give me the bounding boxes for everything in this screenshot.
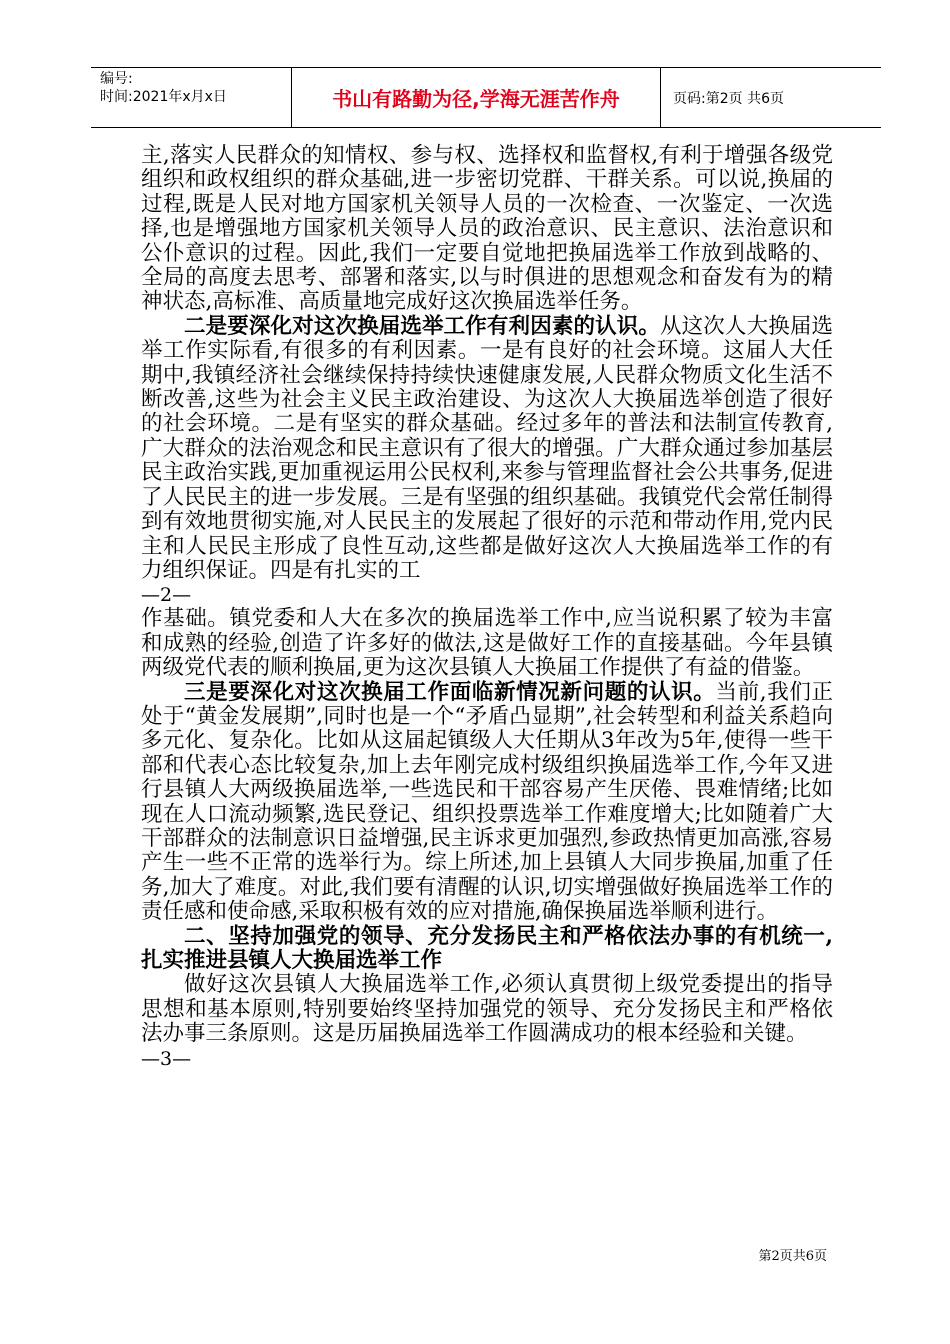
- page-number-mark-3: —3—: [141, 1047, 192, 1070]
- paragraph-4: [141, 681, 833, 925]
- page-number-mark-2: —2—: [141, 584, 192, 607]
- page-header: [91, 67, 881, 128]
- paragraph-4-heading: 三是要深化对这次换届工作面临新情况新问题的认识。: [184, 679, 716, 705]
- paragraph-2: [141, 315, 833, 583]
- document-body: [141, 144, 833, 1071]
- paragraph-4-text: 当前,我们正处于“黄金发展期”,同时也是一个“矛盾凸显期”,社会转型和利益关系趋向多元化、复杂化。比如从这届起镇级人大任期从3年改为5年,使得一些干部和代表心态比较复杂,加上去年刚完成村级组织换届选举工作,今年又进行县镇人大两级换届选举,一些选民和干部容易产生厌倦、畏难情绪;比如现在人口流动频繁,选民登记、组织投票选举工作难度增大;比如随着广大干部群众的法制意识日益增强,民主诉求更加强烈,参政热情更加高涨,容易产生一些不正常的选举行为。综上所述,加上县镇人大同步换届,加重了任务,加大了难度。对此,我们要有清醒的认识,切实增强做好换届选举工作的责任感和使命感,采取积极有效的应对措施,确保换届选举顺利进行。: [141, 679, 833, 925]
- document-number-label: 编号:: [100, 71, 133, 87]
- header-slogan: 书山有路勤为径,学海无涯苦作舟: [291, 68, 661, 127]
- section-heading-2: 二、坚持加强党的领导、充分发扬民主和严格依法办事的有机统一,扎实推进县镇人大换届选举工作: [141, 923, 833, 973]
- paragraph-2-heading: 二是要深化对这次换届选举工作有利因素的认识。: [184, 313, 661, 339]
- footer-page-info: 第2页共6页: [758, 1249, 827, 1264]
- document-time-label: 时间:2021年x月x日: [100, 89, 227, 105]
- header-page-info: 页码:第2页 共6页: [673, 90, 784, 107]
- paragraph-2-text: 从这次人大换届选举工作实际看,有很多的有利因素。一是有良好的社会环境。这届人大任期中,我镇经济社会继续保持持续快速健康发展,人民群众物质文化生活不断改善,这些为社会主义民主政治建设、为这次人大换届选举创造了很好的社会环境。二是有坚实的群众基础。经过多年的普法和法制宣传教育,广大群众的法治观念和民主意识有了很大的增强。广大群众通过参加基层民主政治实践,更加重视运用公民权利,来参与管理监督社会公共事务,促进了人民民主的进一步发展。三是有坚强的组织基础。我镇党代会常任制得到有效地贯彻实施,对人民民主的发展起了很好的示范和带动作用,党内民主和人民民主形成了良性互动,这些都是做好这次人大换届选举工作的有力组织保证。四是有扎实的工: [141, 313, 833, 583]
- header-meta: [91, 68, 291, 127]
- paragraph-5: 做好这次县镇人大换届选举工作,必须认真贯彻上级党委提出的指导思想和基本原则,特别要始终坚持加强党的领导、充分发扬民主和严格依法办事三条原则。这是历届换届选举工作圆满成功的根本经验和关键。: [141, 972, 833, 1047]
- paragraph-3: 作基础。镇党委和人大在多次的换届选举工作中,应当说积累了较为丰富和成熟的经验,创造了许多好的做法,这是做好工作的直接基础。今年县镇两级党代表的顺利换届,更为这次县镇人大换届工作提供了有益的借鉴。: [141, 606, 833, 681]
- paragraph-1: 主,落实人民群众的知情权、参与权、选择权和监督权,有利于增强各级党组织和政权组织的群众基础,进一步密切党群、干群关系。可以说,换届的过程,既是人民对地方国家机关领导人员的一次检查、一次鉴定、一次选择,也是增强地方国家机关领导人员的政治意识、民主意识、法治意识和公仆意识的过程。因此,我们一定要自觉地把换届选举工作放到战略的、全局的高度去思考、部署和落实,以与时俱进的思想观念和奋发有为的精神状态,高标准、高质量地完成好这次换届选举任务。: [141, 143, 833, 315]
